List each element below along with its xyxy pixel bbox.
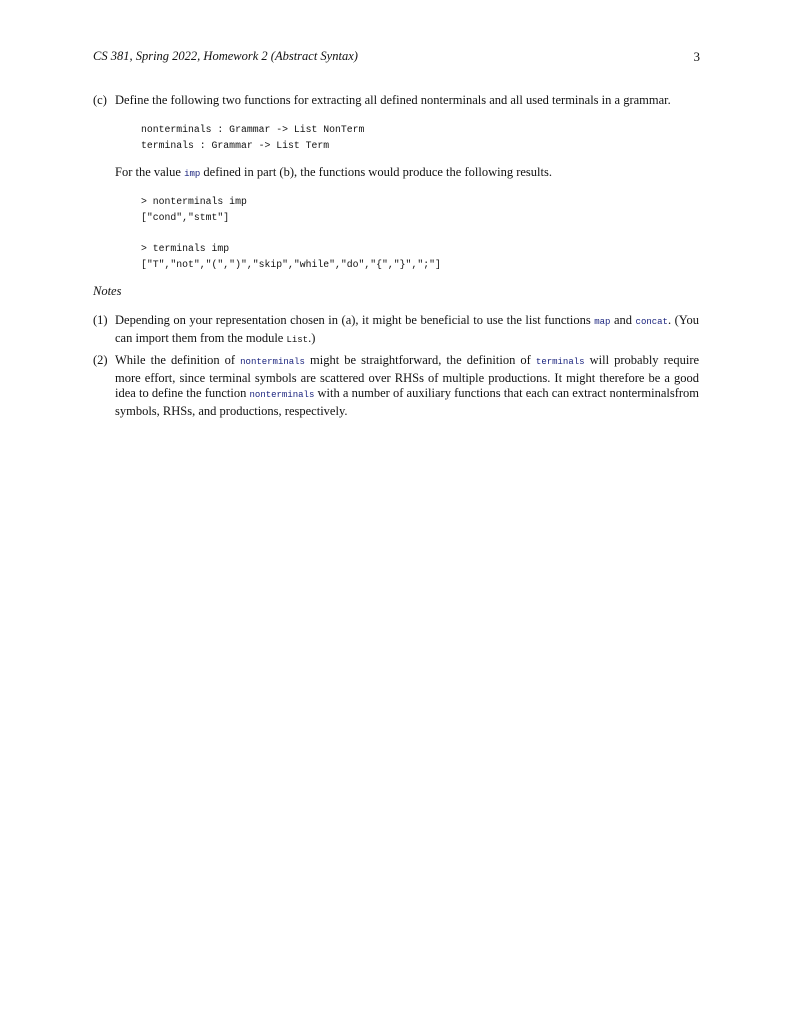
example2-command: > terminals imp: [141, 243, 230, 254]
note-2-text-a: While the definition of: [115, 353, 236, 367]
example2-code-block: [141, 241, 441, 273]
inline-code-nonterminals-2: nonterminals: [249, 390, 315, 400]
example1-result: ["cond","stmt"]: [141, 212, 230, 223]
note-1-text-d: .): [308, 330, 316, 345]
part-c-label: (c): [93, 93, 107, 107]
example2-result: ["T","not","(",")","skip","while","do","{","}",";"]: [141, 259, 441, 270]
part-c: [93, 93, 699, 109]
note-2: [93, 353, 699, 419]
note-1-text-a: Depending on your representation chosen in (a), it might be beneficial to use the list functions: [115, 313, 591, 327]
inline-code-terminals: terminals: [535, 357, 585, 367]
value-intro-before: For the value: [115, 165, 181, 179]
inline-code-imp: imp: [184, 169, 201, 179]
page-number: 3: [693, 49, 700, 64]
page-header-title: CS 381, Spring 2022, Homework 2 (Abstract Syntax): [93, 49, 358, 63]
note-1-text-c: . (You can import them from the module: [115, 313, 700, 345]
note-1-label: (1): [93, 313, 108, 327]
note-1-text-b: and: [613, 313, 633, 327]
notes-heading: Notes: [93, 284, 122, 298]
example1-code-block: [141, 194, 247, 226]
note-2-label: (2): [93, 353, 108, 367]
note-2-text: [115, 353, 699, 419]
part-c-text: Define the following two functions for extracting all defined nonterminals and all used terminals in a grammar.: [115, 93, 671, 107]
note-2-text-d: with a number of auxiliary functions that each can extract nonterminalsfrom symbols, RHSs, and productions, respectively.: [115, 386, 700, 418]
signatures-code-block: [141, 122, 364, 154]
signature-terminals: terminals : Grammar -> List Term: [141, 140, 330, 151]
inline-code-nonterminals: nonterminals: [240, 357, 305, 367]
note-1-text: [115, 313, 699, 348]
note-2-text-b: might be straightforward, the definition of: [310, 353, 531, 367]
inline-code-map: map: [594, 317, 611, 327]
example1-command: > nonterminals imp: [141, 196, 247, 207]
inline-code-concat: concat: [635, 317, 668, 327]
signature-nonterminals: nonterminals : Grammar -> List NonTerm: [141, 124, 365, 135]
value-intro: [115, 165, 552, 180]
note-1: [93, 313, 699, 348]
note-2-text-c: will probably require more effort, since terminal symbols are scattered over RHSs of multiple productions. It might therefore be a good idea to define the function: [115, 353, 700, 400]
value-intro-after: defined in part (b), the functions would produce the following results.: [203, 165, 552, 179]
inline-code-list: List: [286, 334, 309, 345]
